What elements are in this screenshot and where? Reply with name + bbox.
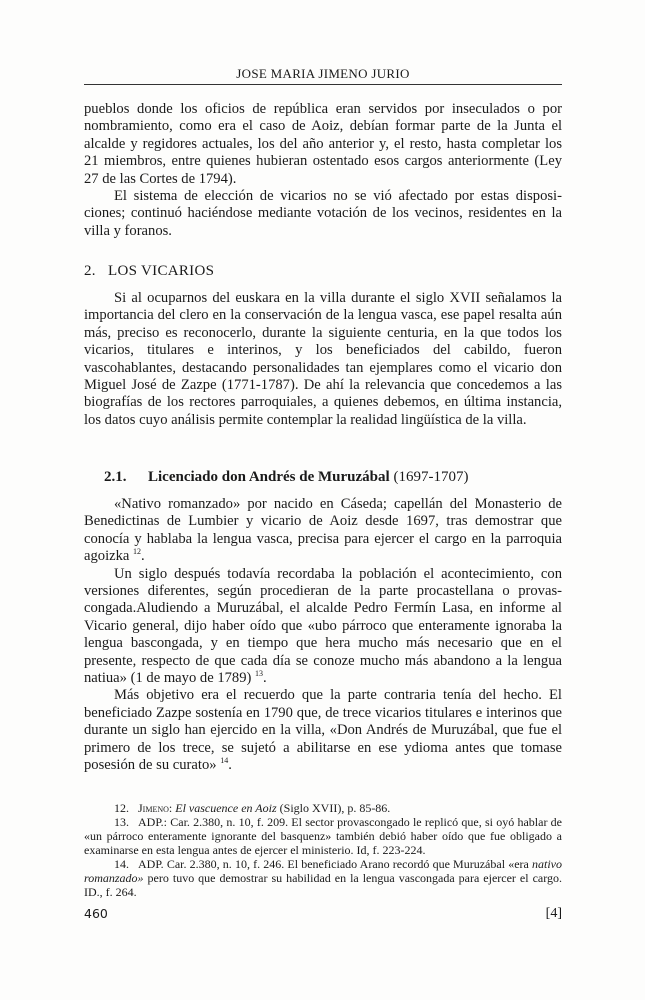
footnotes (84, 801, 562, 899)
section-heading (84, 263, 562, 280)
section-2-text (84, 290, 562, 429)
footnote-13: 13. ADP.: Car. 2.380, n. 10, f. 209. El sector provascongado le replicó que, si oyó hablar de «un párroco enteramente ignorante del basquenz» también debió haber oído que fue obligado a examinarse en esta lengua antes de ejercer el ministerio. Id, f. 223-224. (84, 815, 562, 857)
subsection-number: 2.1. (104, 469, 127, 485)
footnote-author: Jimeno (138, 801, 169, 815)
section-title: LOS VICARIOS (108, 263, 215, 279)
intro-text (84, 101, 562, 240)
footnote-14: 14. ADP. Car. 2.380, n. 10, f. 246. El beneficiado Arano recordó que Muruzábal «era nativo romanzado» pero tuvo que demostrar su habilidad en la lengua vascongada para ejercer el cargo. ID., f. 264. (84, 857, 562, 899)
section-2-1-text (84, 496, 562, 775)
paragraph: Si al ocuparnos del euskara en la villa durante el siglo XVII señalamos la importancia del clero en la conservación de la lengua vasca, ese papel resalta aún más, preciso es reconocerlo, durante la siguiente centuria, en la que todos los vicarios, titulares e interinos, y los beneficiados del cabildo, fueron vascohablantes, destacando personalidades tan ejemplares como el vicario don Miguel José de Zazpe (1771-1787). De ahí la relevancia que concedemos a las biografías de los rectores parroquiales, a quienes debemos, en última instancia, los datos cuyo análisis permite contemplar la realidad lingüística de la villa. (84, 290, 562, 428)
footnote-ref[interactable]: 14 (220, 756, 229, 766)
footnote-number: 12. (114, 801, 129, 815)
subsection-heading (104, 469, 562, 486)
footnote-number: 14. (114, 857, 129, 871)
footnote-12: 12. Jimeno: El vascuence en Aoiz (Siglo XVII), p. 85-86. (114, 801, 391, 815)
subsection-title: Licenciado don Andrés de Muruzábal (148, 469, 390, 485)
footnote-ref[interactable]: 12 (133, 547, 142, 557)
paragraph: Un siglo después todavía recordaba la población el acontecimiento, con versiones diferentes, según procedieran de la parte procastellana o provascongada.Aludiendo a Muruzábal, el alcalde Pedro Fermín Lasa, en informe al Vicario general, dijo haber oído que «ubo párroco que enteramente ignoraba la lengua bascongada, y en tiempo que hera mucho más necesario que en el presente, respecto de que cada día se conoze mucho más abandono a la lengua natiua» (1 de mayo de 1789) $^{13}$. (84, 565, 562, 687)
footnote-number: 13. (114, 815, 129, 829)
paragraph: Más objetivo era el recuerdo que la parte contraria tenía del hecho. El beneficiado Zazpe sostenía en 1790 que, de trece vicarios titulares e interinos que durante un siglo han ejercido en la villa, «Don Andrés de Muruzábal, que fue el primero de los trece, se sujetó a abilitarse en ese ydioma antes que tomase posesión de su curato» $^{14}$. (84, 687, 562, 774)
footnote-ref[interactable]: 13 (255, 669, 264, 679)
running-head: JOSE MARIA JIMENO JURIO (236, 66, 410, 81)
section-number: 2. (84, 263, 96, 279)
subsection-years: (1697-1707) (393, 469, 469, 485)
page-number: 460 (84, 906, 108, 921)
paragraph: El sistema de elección de vicarios no se vió afectado por estas disposiciones; continuó haciéndose mediante votación de los vecinos, residentes en la villa y foranos. (84, 188, 562, 239)
footnote-title: El vascuence en Aoiz (175, 801, 277, 815)
paragraph: «Nativo romanzado» por nacido en Cáseda; capellán del Monasterio de Benedictinas de Lumbier y vicario de Aoiz desde 1697, tras demostrar que conocía y hablaba la lengua vasca, precisa para ejercer el cargo en la parroquia agoizka $^{12}$. (84, 496, 562, 565)
section-page-number: [4] (545, 906, 562, 921)
paragraph: pueblos donde los oficios de república eran servidos por inseculados o por nombramiento, como era el caso de Aoiz, debían formar parte de la Junta el alcalde y regidores actuales, los del año anterior y, el resto, hasta completar los 21 miembros, entre quienes hubieran ostentado esos cargos anteriormente (Ley 27 de las Cortes de 1794). (84, 101, 562, 187)
header-rule (84, 84, 562, 85)
